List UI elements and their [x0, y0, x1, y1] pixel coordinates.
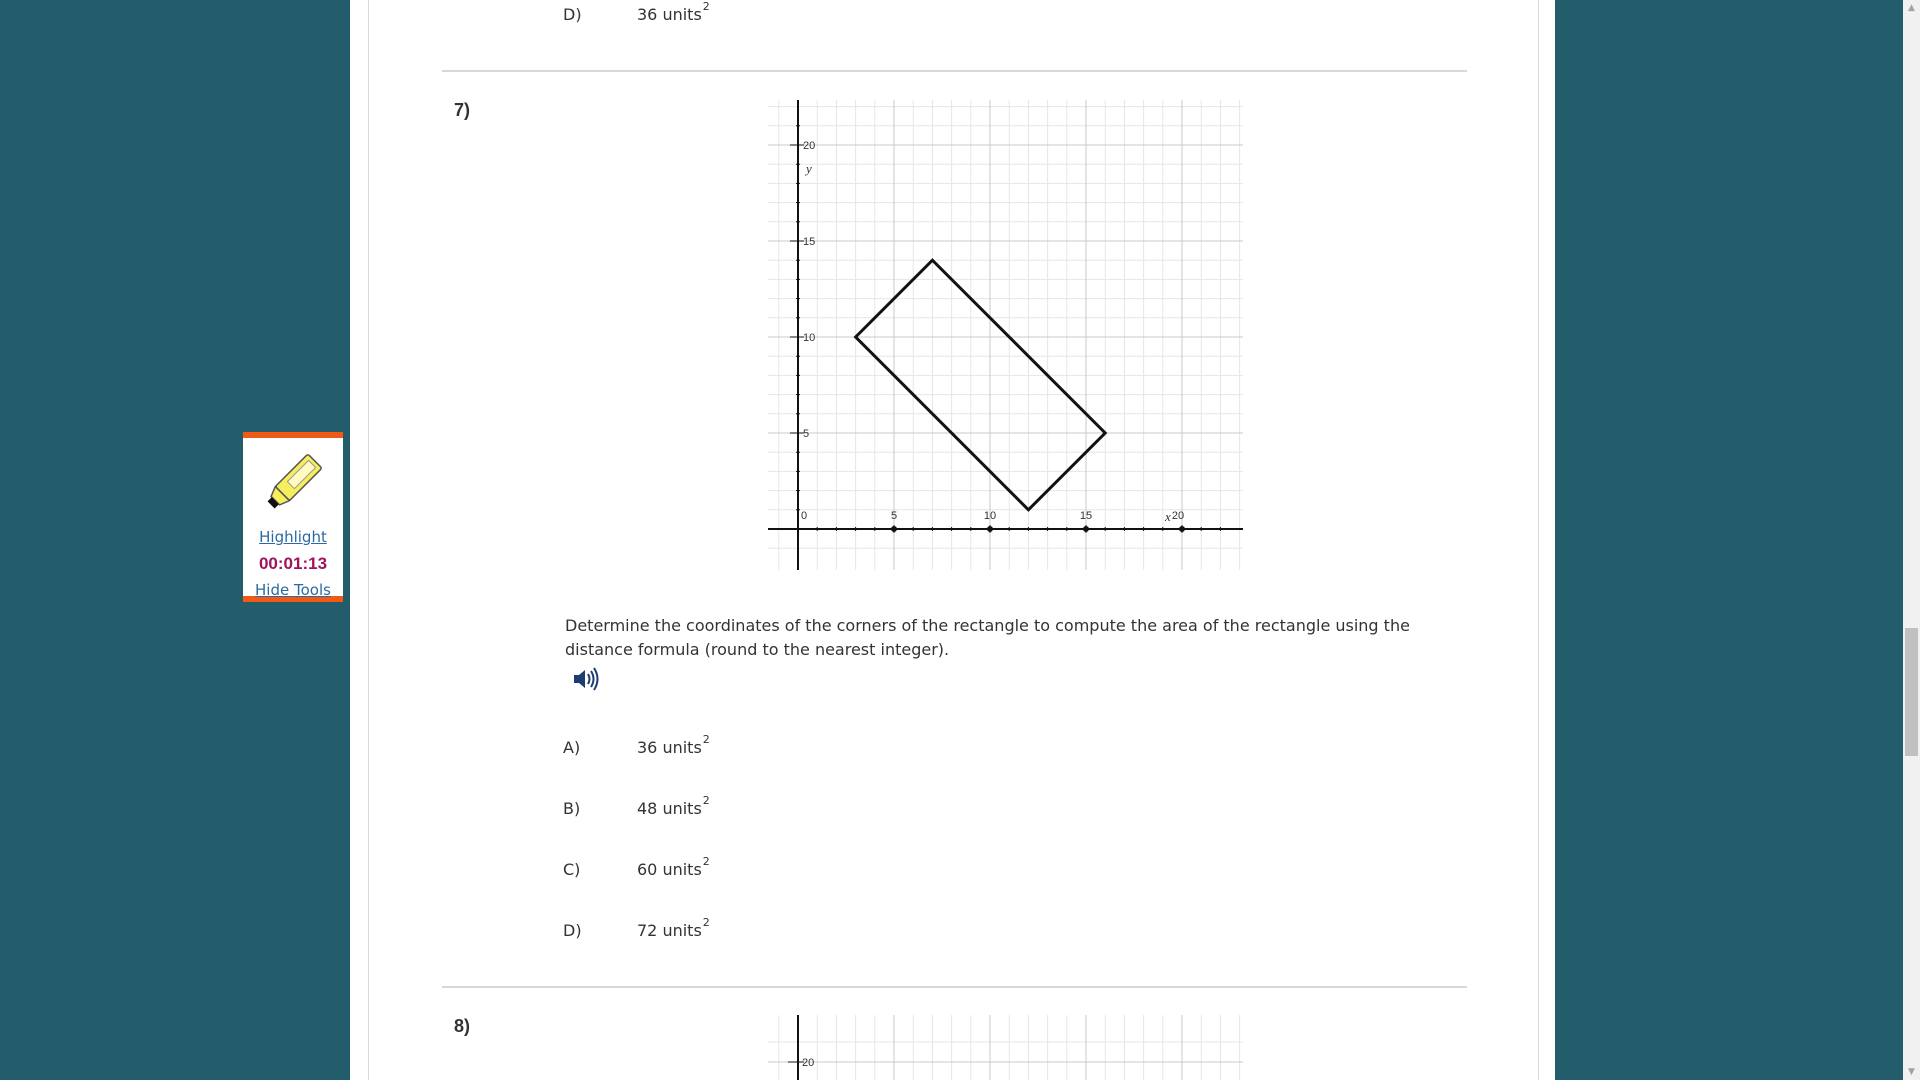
- x-tick-label: 10: [983, 510, 997, 522]
- choice-a-exponent: 2: [702, 733, 710, 746]
- question-separator: [442, 986, 1467, 988]
- vertical-scrollbar[interactable]: [1903, 0, 1920, 1080]
- x-tick-label: 20: [1171, 510, 1185, 522]
- y-tick-label: 20: [803, 140, 816, 152]
- y-axis-label: y: [806, 161, 812, 176]
- coordinate-graph: [768, 95, 1243, 570]
- scrollbar-thumb[interactable]: [1905, 628, 1918, 756]
- x-tick-label: 15: [1079, 510, 1093, 522]
- x-tick-dot: [1084, 527, 1089, 532]
- question-separator: [442, 70, 1467, 72]
- question-text: Determine the coordinates of the corners of the rectangle to compute the area of the rectangle using the distance formula (round to the nearest integer).: [565, 616, 1410, 659]
- graph-8-major-grid: [768, 1015, 1243, 1080]
- x-tick-labels: [801, 510, 1184, 522]
- scroll-up-arrow[interactable]: ▲: [1908, 3, 1915, 13]
- choice-a-letter[interactable]: A): [563, 738, 581, 757]
- choice-a-text[interactable]: [637, 733, 710, 757]
- x-tick-dot: [892, 527, 897, 532]
- coordinate-graph-8: [768, 1010, 1243, 1080]
- choice-b-exponent: 2: [702, 794, 710, 807]
- prev-choice-d-exponent: 2: [702, 0, 710, 13]
- prev-choice-d-text[interactable]: [637, 0, 710, 24]
- choice-d-text[interactable]: [637, 916, 710, 940]
- highlighter-icon[interactable]: [261, 450, 325, 516]
- y-tick-label: 5: [803, 428, 810, 440]
- timer: 00:01:13: [258, 554, 328, 573]
- choice-d-letter[interactable]: D): [563, 921, 582, 940]
- tools-panel: [243, 432, 343, 602]
- question-number: 7): [454, 100, 471, 120]
- x-tick-label: 0: [800, 510, 808, 522]
- choice-d-exponent: 2: [702, 916, 710, 929]
- choice-a-value: 36 units: [637, 738, 702, 757]
- graph-8-grid: [768, 1015, 1243, 1080]
- choice-c-text[interactable]: [637, 855, 710, 879]
- x-axis-label: x: [1165, 509, 1171, 524]
- prev-choice-d-letter[interactable]: D): [563, 5, 582, 24]
- page-border-right: [1538, 0, 1539, 1080]
- choice-d-value: 72 units: [637, 921, 702, 940]
- choice-b-letter[interactable]: B): [563, 799, 581, 818]
- highlight-link[interactable]: Highlight: [259, 528, 327, 546]
- page-border-left: [368, 0, 369, 1080]
- hide-tools-link[interactable]: Hide Tools: [255, 581, 331, 599]
- rectangle-shape: [856, 260, 1106, 510]
- y-tick-label: 10: [803, 332, 816, 344]
- choice-b-value: 48 units: [637, 799, 702, 818]
- choice-c-letter[interactable]: C): [563, 860, 581, 879]
- scroll-down-arrow[interactable]: ▼: [1908, 1067, 1915, 1077]
- x-tick-label: 5: [890, 510, 898, 522]
- choice-c-exponent: 2: [702, 855, 710, 868]
- x-tick-dot: [988, 527, 993, 532]
- graph-8-y-tick-label: 20: [802, 1057, 815, 1069]
- y-tick-label: 15: [803, 236, 816, 248]
- x-tick-dot: [1180, 527, 1185, 532]
- choice-b-text[interactable]: [637, 794, 710, 818]
- choice-c-value: 60 units: [637, 860, 702, 879]
- question-number-8: 8): [454, 1016, 471, 1036]
- speaker-icon[interactable]: [572, 666, 600, 692]
- prev-choice-d-value: 36 units: [637, 5, 702, 24]
